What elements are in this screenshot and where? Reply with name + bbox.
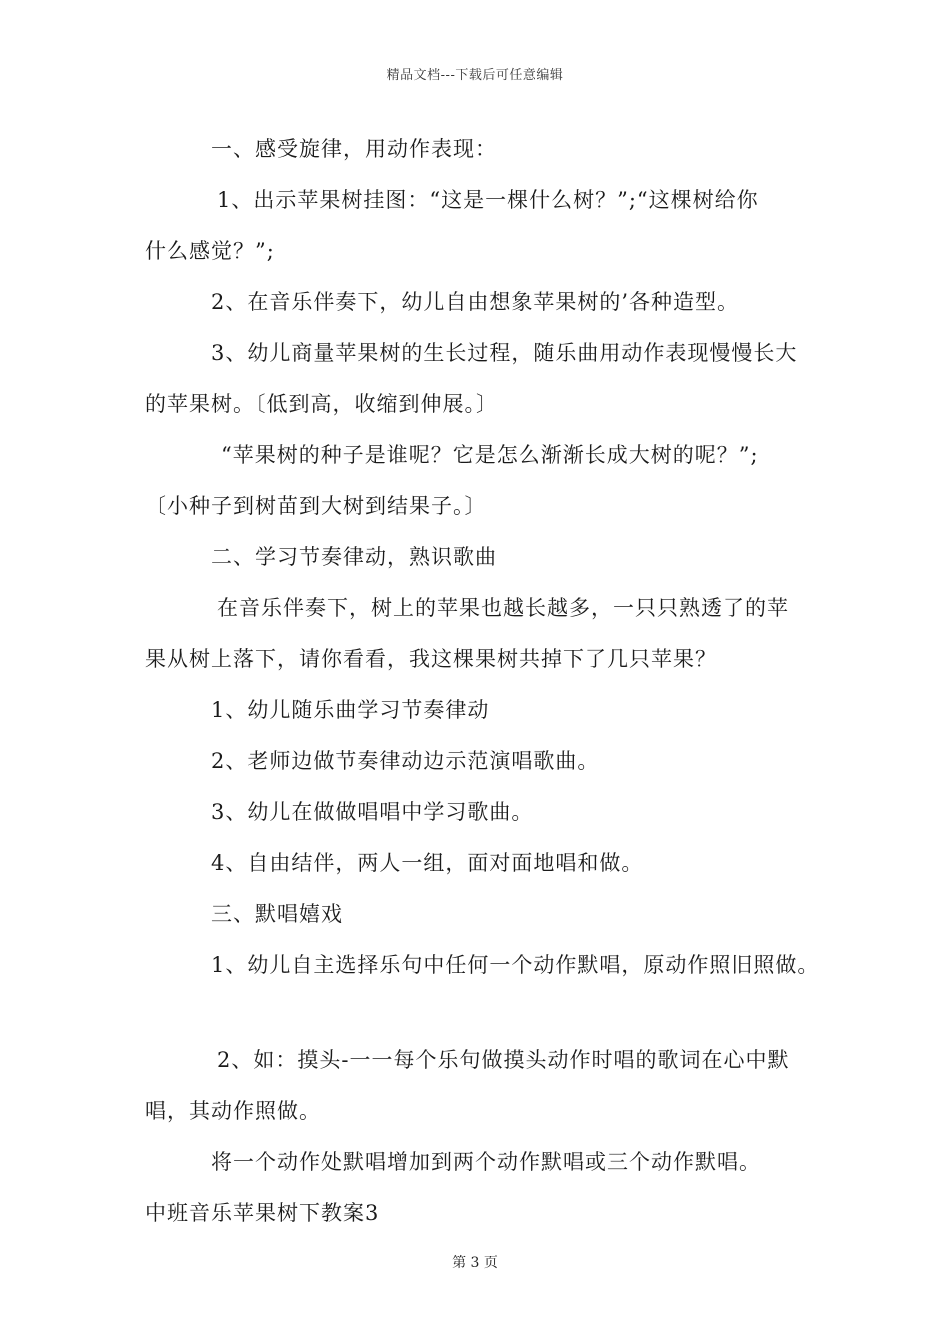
paragraph-line: 的苹果树。〔低到高，收缩到伸展。〕	[145, 392, 498, 416]
paragraph-line: 1、出示苹果树挂图：“这是一棵什么树？”;“这棵树给你	[217, 188, 759, 212]
paragraph-line: 3、幼儿商量苹果树的生长过程，随乐曲用动作表现慢慢长大	[211, 341, 798, 365]
section-heading-2: 二、学习节奏律动，熟识歌曲	[211, 545, 497, 569]
paragraph-line: 2、老师边做节奏律动边示范演唱歌曲。	[211, 749, 600, 773]
paragraph-line: 1、幼儿自主选择乐句中任何一个动作默唱，原动作照旧照做。	[211, 953, 820, 977]
paragraph-line: 2、如：摸头-一一每个乐句做摸头动作时唱的歌词在心中默	[217, 1048, 790, 1072]
paragraph-line: 什么感觉？”;	[145, 239, 275, 263]
paragraph-gap	[145, 991, 825, 1035]
section-heading-3: 三、默唱嬉戏	[211, 902, 343, 926]
paragraph-line: 1、幼儿随乐曲学习节奏律动	[211, 698, 490, 722]
paragraph-line: 将一个动作处默唱增加到两个动作默唱或三个动作默唱。	[211, 1150, 761, 1174]
page-header: 精品文档---下载后可任意编辑	[386, 68, 564, 83]
paragraph-line: 唱，其动作照做。	[145, 1099, 321, 1123]
section-heading-1: 一、感受旋律，用动作表现：	[211, 137, 497, 161]
paragraph-line: 3、幼儿在做做唱唱中学习歌曲。	[211, 800, 534, 824]
paragraph-line: 4、自由结伴，两人一组，面对面地唱和做。	[211, 851, 644, 875]
paragraph-line: 2、在音乐伴奏下，幼儿自由想象苹果树的’各种造型。	[211, 290, 740, 314]
paragraph-line: 果从树上落下，请你看看，我这棵果树共掉下了几只苹果？	[145, 647, 717, 671]
document-subtitle: 中班音乐苹果树下教案3	[145, 1201, 380, 1225]
page-number: 第 3 页	[452, 1255, 498, 1271]
paragraph-line: 在音乐伴奏下，树上的苹果也越长越多，一只只熟透了的苹	[217, 596, 789, 620]
document-body	[145, 124, 825, 1239]
paragraph-line: “苹果树的种子是谁呢？它是怎么渐渐长成大树的呢？”;	[221, 443, 759, 467]
paragraph-line: 〔小种子到树苗到大树到结果子。〕	[145, 494, 487, 518]
